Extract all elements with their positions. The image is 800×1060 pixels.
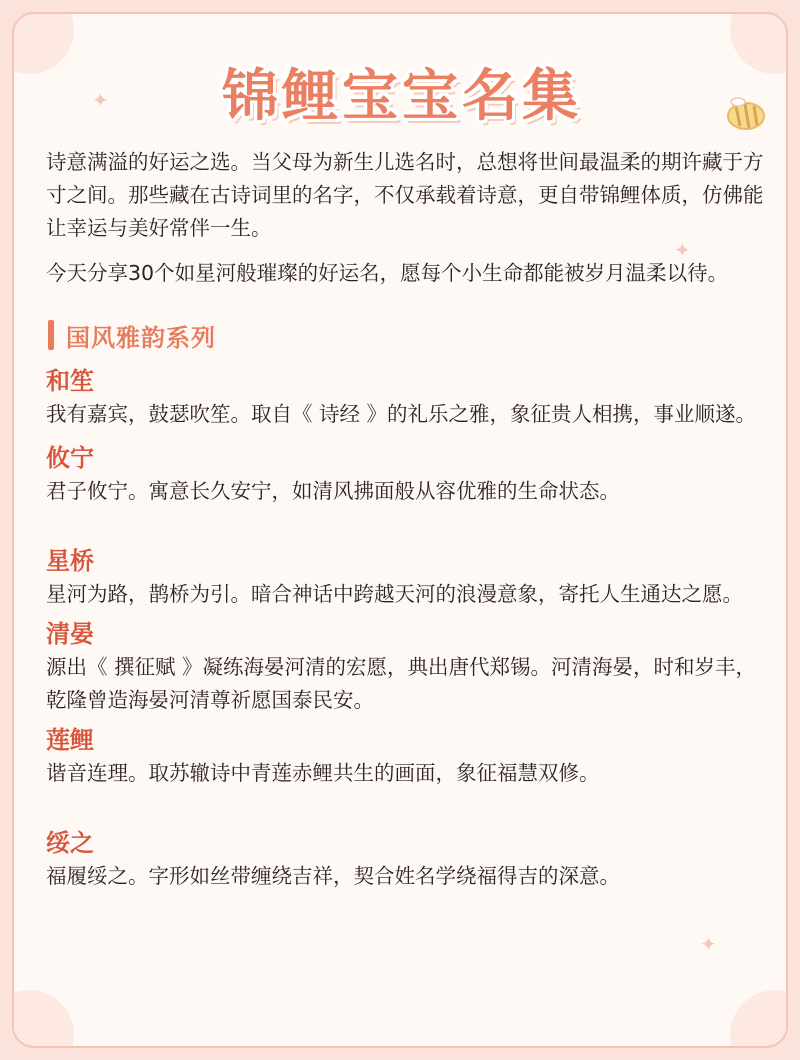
section-heading-text: 国风雅韵系列 — [66, 323, 216, 352]
name-entry — [46, 617, 766, 717]
section-heading — [48, 318, 766, 352]
name-entry — [46, 544, 766, 611]
entry-description: 星河为路，鹊桥为引。暗合神话中跨越天河的浪漫意象，寄托人生通达之愿。 — [46, 582, 743, 606]
name-entry — [46, 441, 766, 508]
sparkle-icon: ✦ — [674, 238, 691, 262]
intro-paragraph: 今天分享30个如星河般璀璨的好运名，愿每个小生命都能被岁月温柔以待。 — [46, 261, 729, 285]
entry-name: 星桥 — [46, 547, 94, 575]
sparkle-icon: ✦ — [700, 932, 717, 956]
intro-paragraph: 诗意满溢的好运之选。当父母为新生儿选名时，总想将世间最温柔的期许藏于方寸之间。那些藏在古诗词里的名字，不仅承载着诗意，更自带锦鲤体质，仿佛能让幸运与美好常伴一生。 — [46, 150, 764, 240]
entry-description: 源出《 撰征赋 》凝练海晏河清的宏愿，典出唐代郑锡。河清海晏，时和岁丰，乾隆曾造海晏河清尊祈愿国泰民安。 — [46, 655, 757, 712]
article-body — [46, 146, 766, 899]
entry-name: 和笙 — [46, 367, 94, 395]
corner-decoration — [730, 990, 788, 1048]
entry-description: 福履绥之。字形如丝带缠绕吉祥，契合姓名学绕福得吉的深意。 — [46, 864, 620, 888]
section-accent-bar — [48, 320, 54, 350]
corner-decoration — [12, 990, 74, 1048]
name-entry — [46, 364, 766, 431]
name-entry — [46, 723, 766, 790]
entry-description: 我有嘉宾，鼓瑟吹笙。取自《 诗经 》的礼乐之雅，象征贵人相携，事业顺遂。 — [46, 402, 757, 426]
content-card — [12, 12, 788, 1048]
entry-name: 莲鲤 — [46, 726, 94, 754]
page-title: 锦鲤宝宝名集 — [222, 64, 582, 129]
entry-description: 君子攸宁。寓意长久安宁，如清风拂面般从容优雅的生命状态。 — [46, 479, 620, 503]
entry-description: 谐音连理。取苏辙诗中青莲赤鲤共生的画面，象征福慧双修。 — [46, 761, 600, 785]
cartoon-bee-icon — [724, 96, 768, 132]
entry-name: 绥之 — [46, 829, 94, 857]
entry-name: 清晏 — [46, 620, 94, 648]
entry-name: 攸宁 — [46, 444, 94, 472]
sparkle-icon: ✦ — [92, 88, 109, 112]
name-entry — [46, 826, 766, 893]
